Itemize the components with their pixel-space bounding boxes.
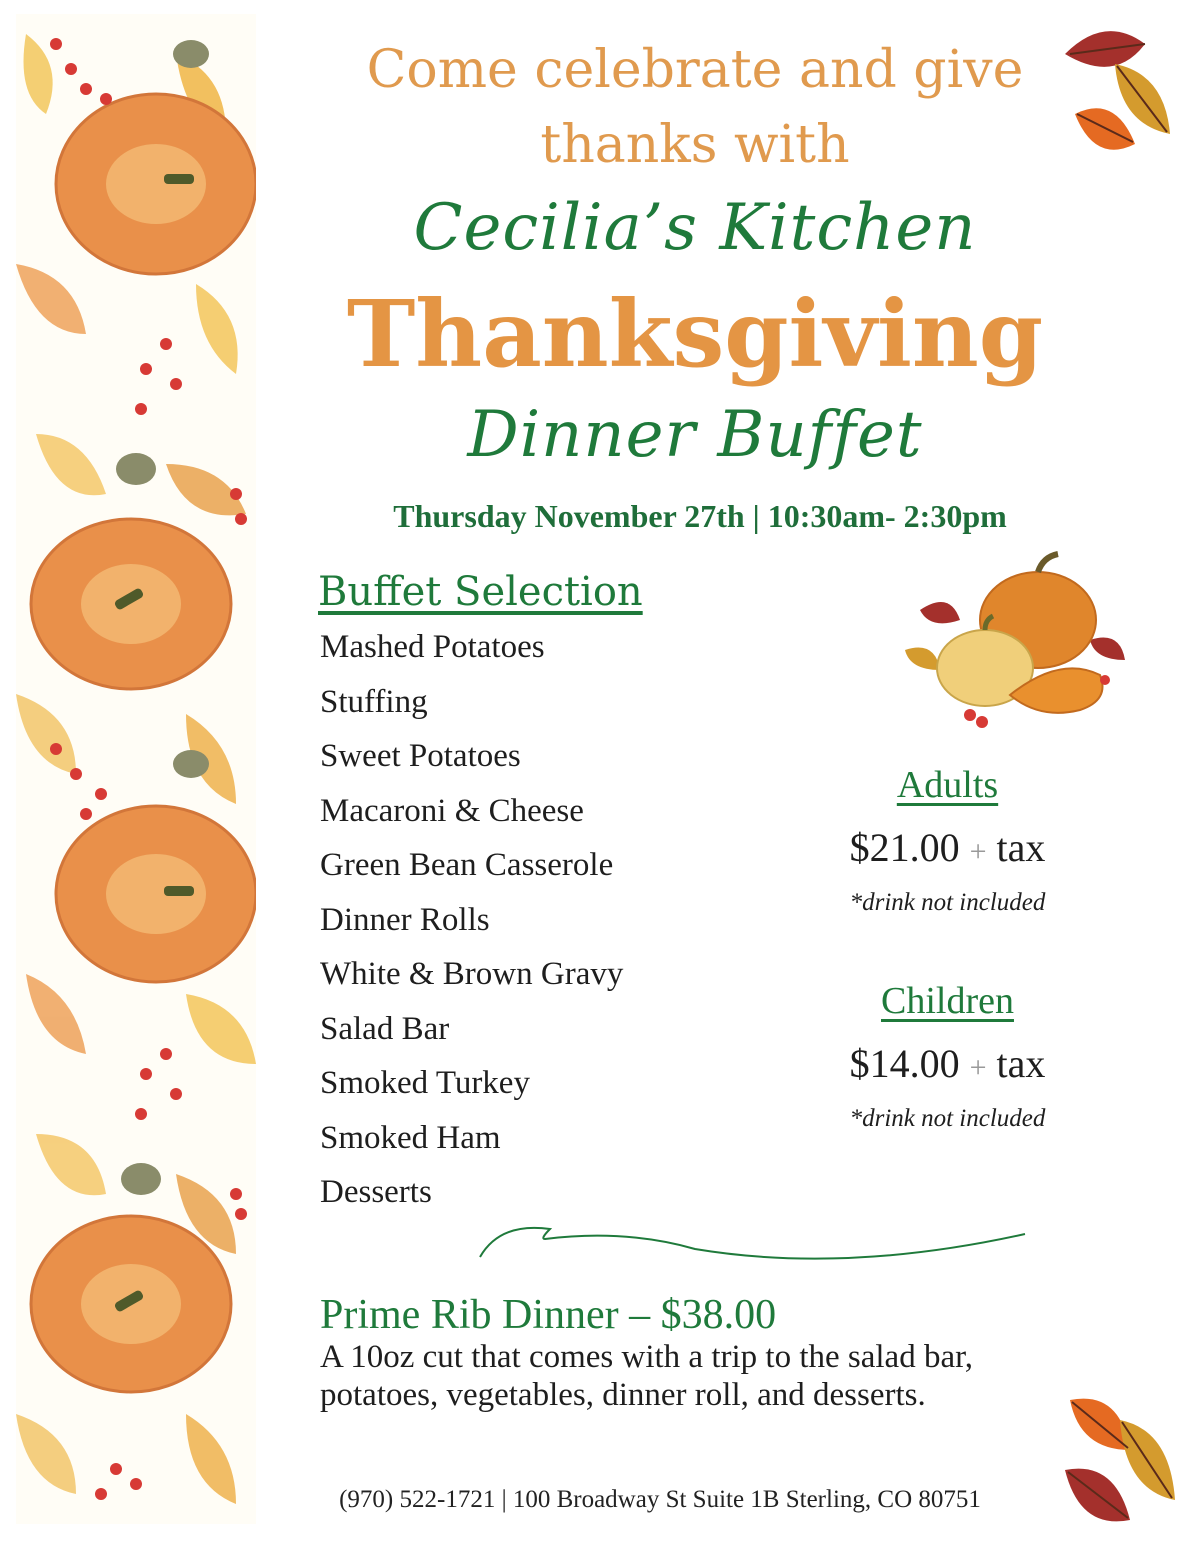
headline-line-1: Come celebrate and give bbox=[366, 40, 1024, 100]
adult-pricing bbox=[810, 762, 1085, 920]
date-time-line: Thursday November 27th | 10:30am- 2:30pm bbox=[393, 498, 1007, 534]
menu-item: Mashed Potatoes bbox=[320, 629, 545, 665]
prime-rib-title: Prime Rib Dinner – $38.00 bbox=[320, 1292, 777, 1338]
autumn-border-decoration bbox=[16, 14, 256, 1524]
adult-drink-note: *drink not included bbox=[849, 889, 1046, 916]
buffet-menu-list bbox=[320, 620, 623, 1220]
prime-rib-description: A 10oz cut that comes with a trip to the salad bar, potatoes, vegetables, dinner roll, and desserts. bbox=[320, 1339, 974, 1413]
event-title: Thanksgiving bbox=[346, 280, 1044, 388]
menu-item: Smoked Turkey bbox=[320, 1065, 530, 1101]
decorative-divider bbox=[475, 1212, 1030, 1272]
menu-item: Dinner Rolls bbox=[320, 901, 490, 938]
pumpkin-icon bbox=[900, 550, 1130, 740]
adult-label: Adults bbox=[896, 764, 999, 806]
children-label: Children bbox=[881, 980, 1014, 1022]
menu-item: Stuffing bbox=[320, 683, 428, 720]
plus-sign: + bbox=[969, 1051, 987, 1084]
children-drink-note: *drink not included bbox=[849, 1105, 1046, 1132]
buffet-heading: Buffet Selection bbox=[318, 569, 643, 615]
menu-item: White & Brown Gravy bbox=[320, 956, 624, 992]
menu-item: Smoked Ham bbox=[320, 1119, 501, 1156]
tax-label: tax bbox=[996, 825, 1046, 870]
tax-label: tax bbox=[996, 1041, 1046, 1086]
menu-item: Desserts bbox=[320, 1174, 432, 1210]
children-price-value: $14.00 bbox=[849, 1041, 960, 1086]
plus-sign: + bbox=[969, 835, 987, 868]
autumn-leaf-icon bbox=[1055, 14, 1185, 164]
restaurant-name: Cecilia’s Kitchen bbox=[413, 191, 977, 265]
children-price bbox=[810, 1040, 1085, 1092]
contact-footer: (970) 522-1721 | 100 Broadway St Suite 1B Sterling, CO 80751 bbox=[339, 1486, 981, 1513]
adult-price bbox=[810, 824, 1085, 876]
adult-price-value: $21.00 bbox=[849, 825, 960, 870]
menu-item: Green Bean Casserole bbox=[320, 847, 614, 883]
menu-item: Salad Bar bbox=[320, 1010, 450, 1047]
event-subtitle: Dinner Buffet bbox=[467, 398, 923, 472]
autumn-leaf-icon bbox=[1060, 1380, 1190, 1540]
menu-item: Sweet Potatoes bbox=[320, 738, 521, 774]
children-pricing bbox=[810, 978, 1085, 1136]
menu-item: Macaroni & Cheese bbox=[320, 792, 584, 829]
headline-line-2: thanks with bbox=[540, 115, 850, 175]
